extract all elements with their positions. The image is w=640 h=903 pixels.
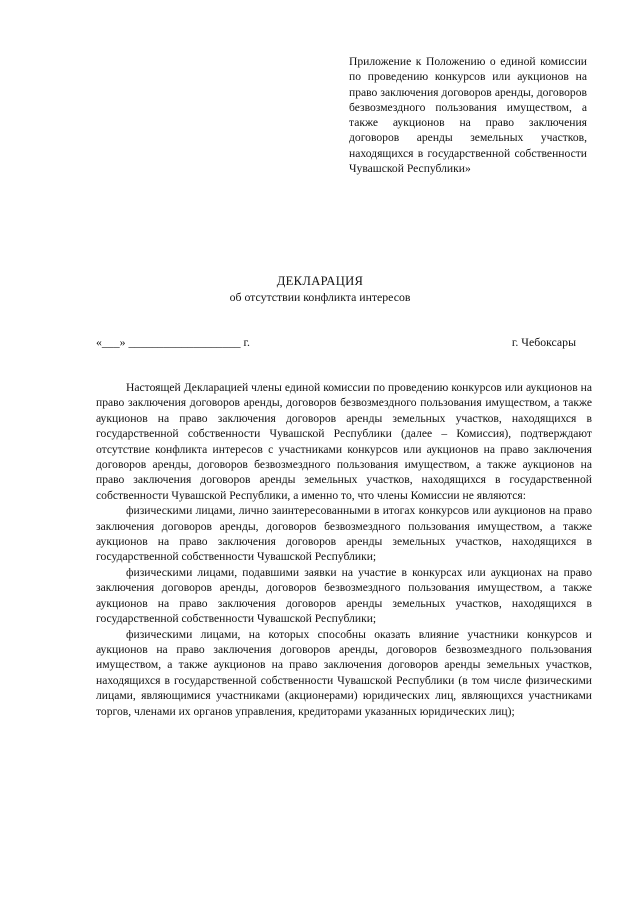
document-title: ДЕКЛАРАЦИЯ — [276, 274, 364, 288]
body-paragraph-intro: Настоящей Декларацией члены единой комиссии по проведению конкурсов или аукционов на право заключения договоров аренды, договоров безвозмездного пользования имуществом, а также аукционов на право заключения договоров аренды земельных участков, находящихся в государственной собственности Чувашской Республики (далее – Комиссия), подтверждают отсутствие конфликта интересов с участниками конкурсов или аукционов на право заключения договоров аренды, договоров безвозмездного пользования имуществом, а также аукционов на право заключения договоров аренды земельных участков, находящихся в государственной собственности Чувашской Республики, а именно то, что члены Комиссии не являются: — [96, 381, 592, 502]
body-paragraph-item: физическими лицами, на которых способны оказать влияние участники конкурсов и аукционов на право заключения договоров аренды, договоров безвозмездного пользования имуществом, а также аукционов на право заключения договоров аренды земельных участков, находящихся в государственной собственности Чувашской Республики (в том числе физическими лицами, являющимися участниками (акционерами) юридических лиц, являющихся участниками торгов, членами их органов управления, кредиторами указанных юридических лиц); — [96, 627, 592, 718]
city-name: г. Чебоксары — [511, 335, 576, 349]
declaration-body — [96, 380, 592, 719]
body-paragraph-item: физическими лицами, лично заинтересованными в итогах конкурсов или аукционов на право заключения договоров аренды, договоров безвозмездного пользования имуществом, а также аукционов на право заключения договоров аренды земельных участков, находящихся в государственной собственности Чувашской Республики; — [96, 504, 592, 564]
document-subtitle: об отсутствии конфликта интересов — [229, 290, 411, 304]
date-placeholder: «___» ___________________ г. — [96, 335, 250, 349]
body-paragraph-item: физическими лицами, подавшими заявки на участие в конкурсах или аукционах на право заключения договоров аренды, договоров безвозмездного пользования имуществом, а также аукционов на право заключения договоров аренды земельных участков, находящихся в государственной собственности Чувашской Республики; — [96, 565, 592, 626]
appendix-note: Приложение к Положению о единой комиссии по проведению конкурсов или аукционов на право заключения договоров аренды, договоров безвозмездного пользования имуществом, а также аукционов на право заключения договоров аренды земельных участков, находящихся в государственной собственности Чувашской Республики» — [349, 55, 587, 176]
